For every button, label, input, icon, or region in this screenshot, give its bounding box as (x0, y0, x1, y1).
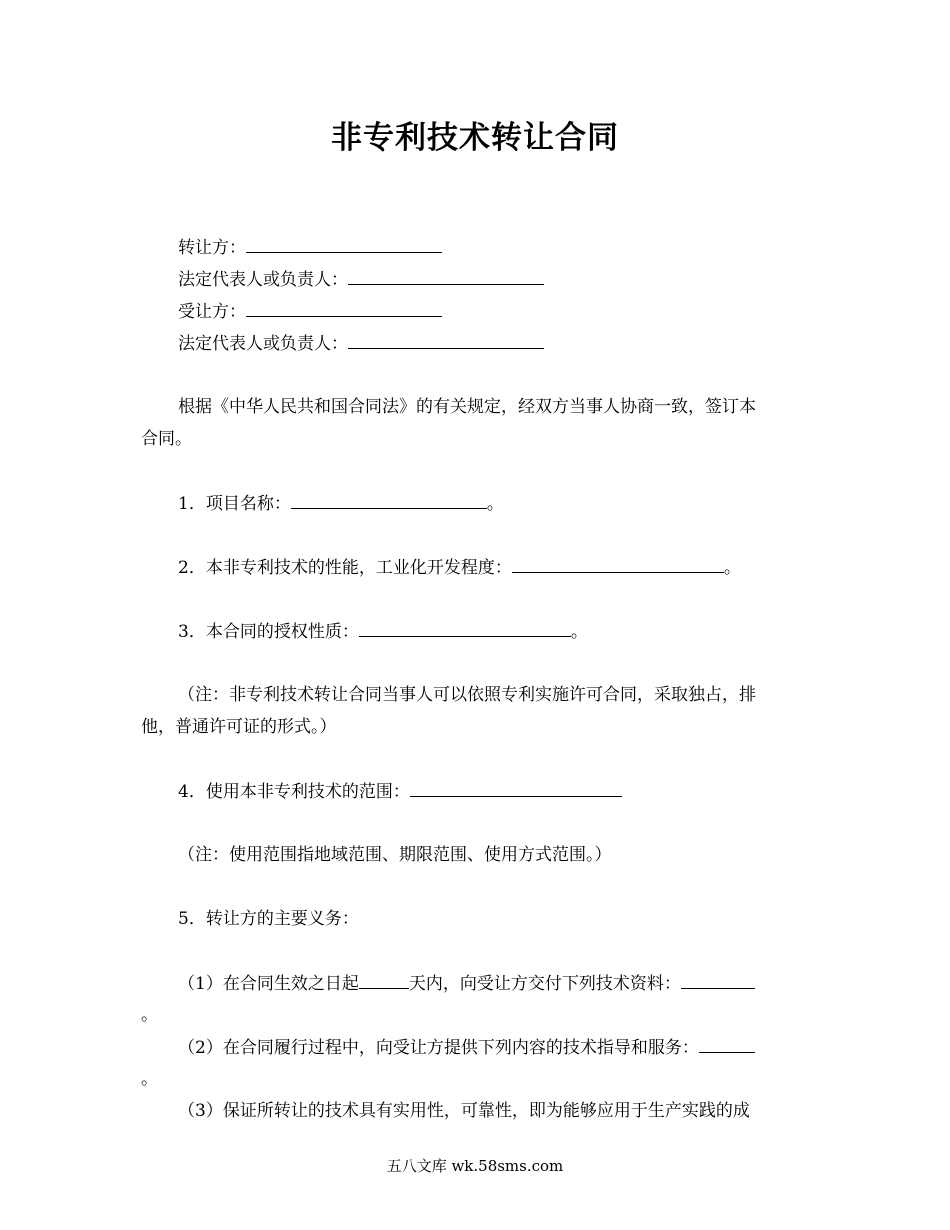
note-1-line-1: （注：非专利技术转让合同当事人可以依照专利实施许可合同，采取独占，排 (178, 685, 756, 705)
usage-scope-blank[interactable] (410, 780, 622, 797)
sub-item-3: （3）保证所转让的技术具有实用性，可靠性，即为能够应用于生产实践的成 (178, 1101, 750, 1121)
transferor-rep-blank[interactable] (348, 268, 544, 285)
transferee-rep-blank[interactable] (348, 332, 544, 349)
clause-3-text: 3．本合同的授权性质： (178, 622, 359, 642)
clause-2-text: 2．本非专利技术的性能，工业化开发程度： (178, 558, 512, 578)
sub-item-2 (178, 1036, 755, 1059)
transferee-label: 受让方： (178, 302, 246, 322)
tech-materials-blank[interactable] (681, 972, 755, 989)
clause-1-end: 。 (486, 494, 504, 514)
note-2: （注：使用范围指地域范围、期限范围、使用方式范围。） (178, 845, 612, 865)
document-title: 非专利技术转让合同 (331, 120, 619, 156)
note-1-line-2: 他，普通许可证的形式。） (141, 717, 337, 737)
transferor-label: 转让方： (178, 238, 246, 258)
guidance-blank[interactable] (699, 1036, 755, 1053)
page-footer: 五八文库 wk.58sms.com (386, 1157, 564, 1175)
intro-line-2: 合同。 (141, 429, 192, 449)
sub-item-2-text: （2）在合同履行过程中，向受让方提供下列内容的技术指导和服务： (178, 1038, 699, 1058)
clause-2-end: 。 (723, 558, 741, 578)
sub-item-2-end: 。 (141, 1069, 158, 1089)
transferor-blank[interactable] (246, 236, 442, 253)
transferee-blank[interactable] (246, 300, 442, 317)
clause-2 (178, 556, 741, 579)
sub-item-1-part-b: 天内，向受让方交付下列技术资料： (408, 974, 681, 994)
performance-blank[interactable] (512, 556, 724, 573)
clause-3 (178, 620, 588, 643)
sub-item-1-part-a: （1）在合同生效之日起 (178, 974, 359, 994)
transferor-rep-line (178, 268, 544, 291)
project-name-blank[interactable] (291, 492, 487, 509)
clause-1-text: 1．项目名称： (178, 494, 291, 514)
license-nature-blank[interactable] (359, 620, 571, 637)
clause-5: 5．转让方的主要义务： (178, 909, 359, 929)
intro-line-1: 根据《中华人民共和国合同法》的有关规定，经双方当事人协商一致，签订本 (178, 397, 756, 417)
sub-item-1 (178, 972, 755, 995)
clause-4-text: 4．使用本非专利技术的范围： (178, 782, 410, 802)
clause-3-end: 。 (570, 622, 588, 642)
days-blank[interactable] (359, 972, 409, 989)
transferor-line (178, 236, 442, 259)
transferee-line (178, 300, 442, 323)
clause-4 (178, 780, 622, 803)
transferee-rep-label: 法定代表人或负责人： (178, 334, 348, 354)
transferee-rep-line (178, 332, 544, 355)
clause-1 (178, 492, 504, 515)
transferor-rep-label: 法定代表人或负责人： (178, 270, 348, 290)
sub-item-1-end: 。 (141, 1005, 158, 1025)
